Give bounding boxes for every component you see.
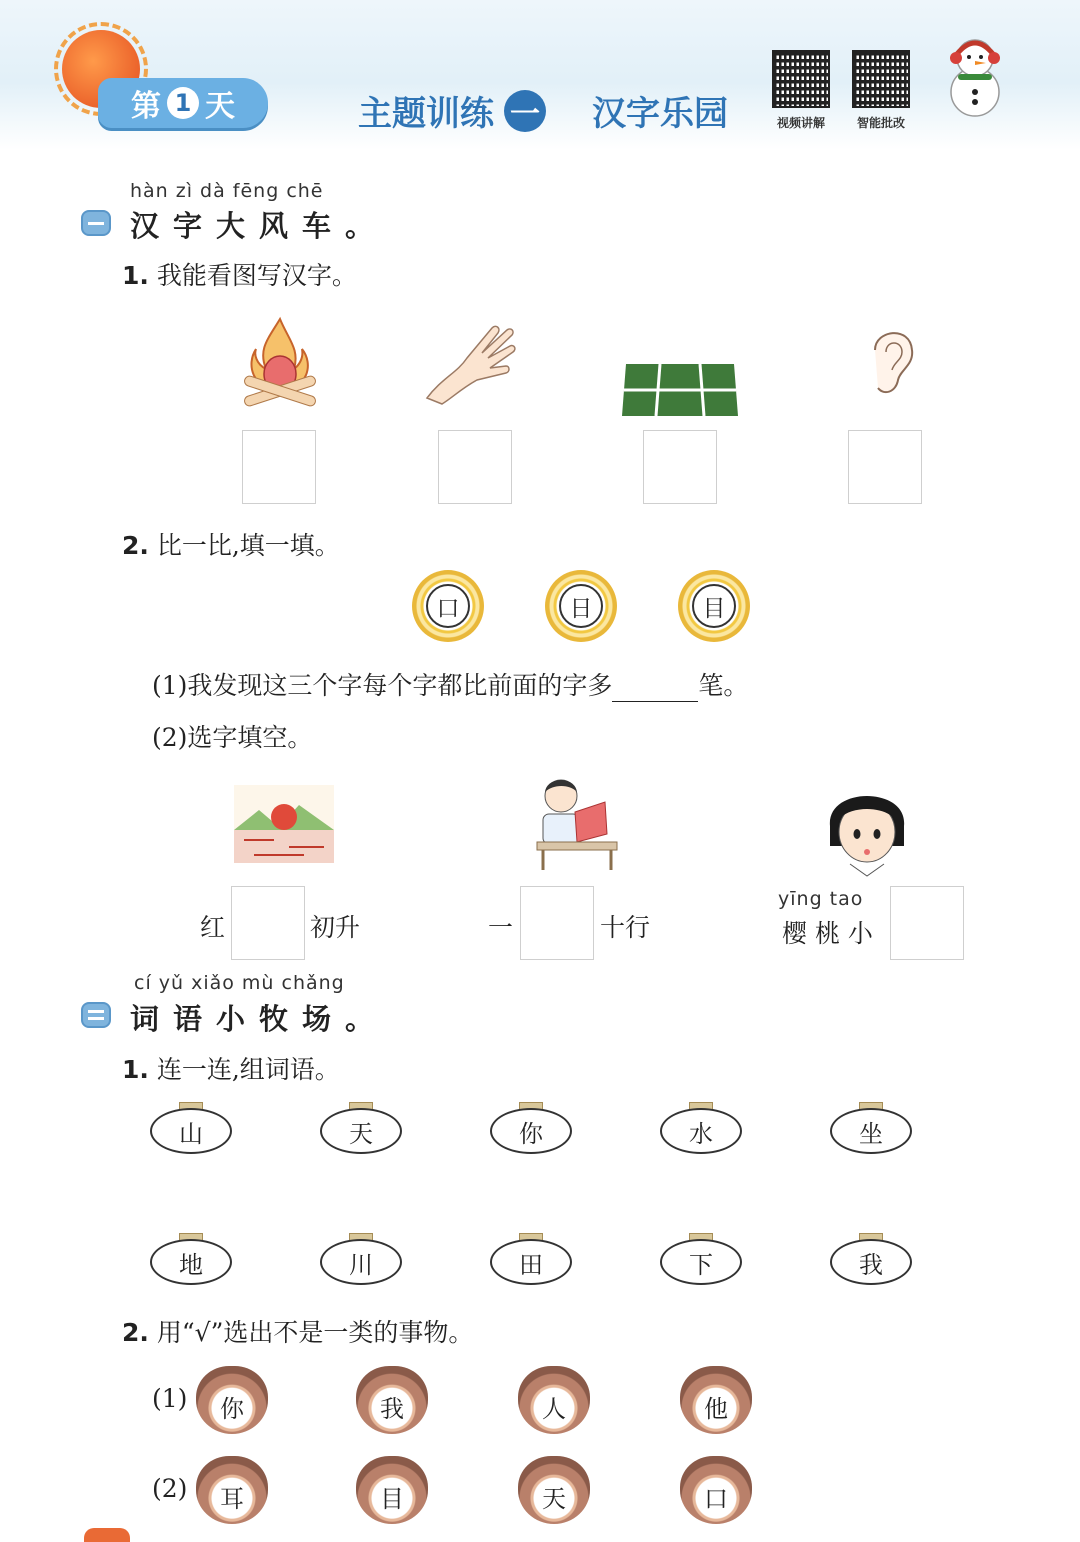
hand-icon	[422, 318, 522, 408]
char-label: 口	[426, 584, 470, 628]
hedgehog-choice[interactable]: 你	[196, 1366, 268, 1434]
phrase3-pinyin: yīng tao	[778, 888, 864, 910]
boy-reading-icon	[525, 772, 621, 872]
lantern-word[interactable]: 地	[150, 1239, 232, 1285]
lantern-word[interactable]: 山	[150, 1108, 232, 1154]
answer-box[interactable]	[848, 430, 922, 504]
lantern-word[interactable]: 下	[660, 1239, 742, 1285]
sub1-prefix: (1)我发现这三个字每个字都比前面的字多	[152, 671, 613, 700]
sunflower-char	[412, 570, 484, 642]
section-number-one-icon	[81, 210, 111, 236]
phrase2-after: 十行	[600, 913, 651, 942]
sunrise-scene-icon	[234, 785, 334, 863]
answer-box[interactable]	[890, 886, 964, 960]
hedgehog-choice[interactable]: 他	[680, 1366, 752, 1434]
answer-box[interactable]	[438, 430, 512, 504]
s1-q1-text: 我能看图写汉字。	[156, 261, 357, 290]
girl-face-icon	[822, 776, 912, 880]
day-prefix: 第	[131, 89, 161, 124]
s1-q2-sub1	[152, 666, 748, 702]
day-suffix: 天	[205, 89, 235, 124]
s2-q1	[122, 1050, 340, 1086]
qr-code-icon[interactable]	[772, 50, 830, 108]
lantern-word[interactable]: 天	[320, 1108, 402, 1154]
s1-q1	[122, 256, 357, 292]
lantern-word[interactable]: 川	[320, 1239, 402, 1285]
sunflower-char	[545, 570, 617, 642]
theme-number: 一	[504, 90, 546, 132]
theme-label: 主题训练	[358, 94, 494, 134]
row-label: (1)	[152, 1384, 188, 1413]
section-number-two-icon	[81, 1002, 111, 1028]
section1-pinyin: hàn zì dà fēng chē	[130, 180, 324, 202]
lantern-word[interactable]: 我	[830, 1239, 912, 1285]
section2-title	[130, 997, 388, 1038]
snowman-mascot-icon	[940, 30, 1010, 120]
qr-grading[interactable]	[852, 50, 910, 108]
answer-box[interactable]	[520, 886, 594, 960]
phrase1-before: 红	[200, 913, 226, 942]
blank-line[interactable]	[612, 677, 698, 702]
day-number: 1	[167, 87, 199, 119]
lantern-word[interactable]: 水	[660, 1108, 742, 1154]
answer-box[interactable]	[231, 886, 305, 960]
section1-title-text: 汉字大风车	[130, 209, 346, 243]
s2-q1-num: 1.	[122, 1055, 149, 1084]
s1-q1-num: 1.	[122, 261, 149, 290]
hedgehog-choice[interactable]: 人	[518, 1366, 590, 1434]
answer-box[interactable]	[242, 430, 316, 504]
sunflower-char	[678, 570, 750, 642]
s2-q1-text: 连一连,组词语。	[156, 1055, 340, 1084]
s2-q2-num: 2.	[122, 1318, 149, 1347]
s2-q2-text: 用“√”选出不是一类的事物。	[156, 1318, 474, 1347]
section1-title	[130, 204, 388, 245]
s1-q2	[122, 526, 340, 562]
lantern-word[interactable]: 坐	[830, 1108, 912, 1154]
qr-code-icon[interactable]	[852, 50, 910, 108]
hedgehog-choice[interactable]: 目	[356, 1456, 428, 1524]
s1-q2-num: 2.	[122, 531, 149, 560]
field-icon	[620, 362, 740, 418]
s1-q2-text: 比一比,填一填。	[156, 531, 340, 560]
hedgehog-choice[interactable]: 天	[518, 1456, 590, 1524]
sub1-suffix: 笔。	[698, 671, 749, 700]
theme-name: 汉字乐园	[592, 94, 728, 134]
row-label: (2)	[152, 1474, 188, 1503]
hedgehog-choice[interactable]: 我	[356, 1366, 428, 1434]
phrase2-before: 一	[488, 913, 514, 942]
page-number-tab	[84, 1528, 130, 1542]
s2-q2	[122, 1313, 473, 1349]
phrase3-before: 樱 桃 小	[782, 919, 873, 948]
section2-pinyin: cí yǔ xiǎo mù chǎng	[134, 972, 345, 994]
hedgehog-choice[interactable]: 耳	[196, 1456, 268, 1524]
lantern-word[interactable]: 你	[490, 1108, 572, 1154]
qr-video[interactable]	[772, 50, 830, 108]
char-label: 目	[692, 584, 736, 628]
answer-box[interactable]	[643, 430, 717, 504]
lantern-word[interactable]: 田	[490, 1239, 572, 1285]
theme-title	[358, 86, 546, 135]
qr-grading-label: 智能批改	[856, 116, 905, 130]
char-label: 日	[559, 584, 603, 628]
ear-icon	[860, 320, 920, 400]
s1-q2-sub2: (2)选字填空。	[152, 723, 313, 752]
phrase1-after: 初升	[310, 913, 361, 942]
hedgehog-choice[interactable]: 口	[680, 1456, 752, 1524]
qr-video-label: 视频讲解	[776, 116, 825, 130]
section2-title-text: 词语小牧场	[130, 1002, 346, 1036]
day-badge	[98, 78, 268, 128]
section1-title-end: 。	[345, 209, 389, 243]
section2-title-end: 。	[345, 1002, 389, 1036]
fire-icon	[238, 314, 322, 414]
